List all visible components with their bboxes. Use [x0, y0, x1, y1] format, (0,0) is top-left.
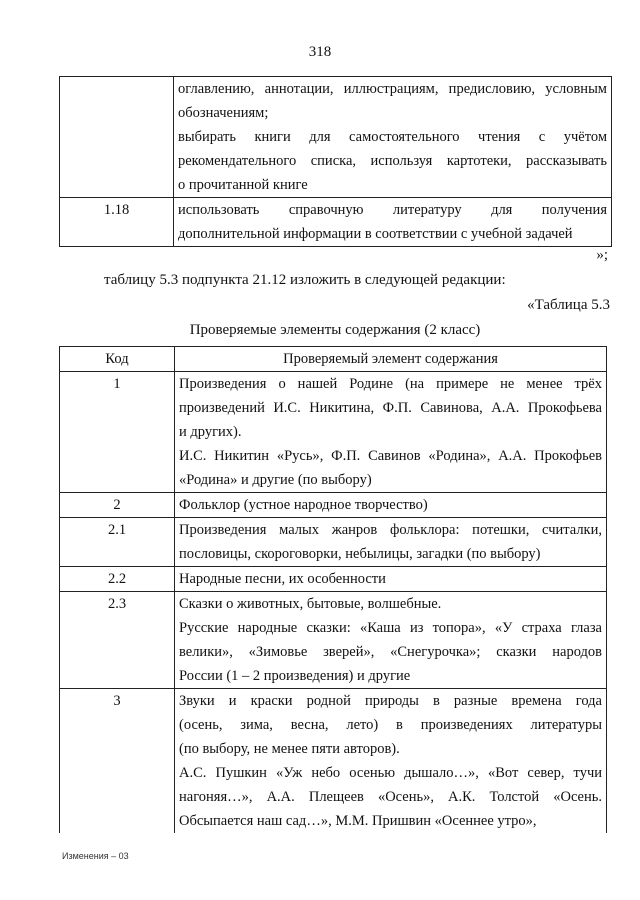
content-paragraph — [179, 616, 602, 688]
table-row — [60, 493, 607, 518]
content-paragraph — [179, 761, 602, 833]
content-paragraph — [179, 567, 602, 591]
content-elements-table — [59, 346, 607, 833]
closing-quote: »; — [596, 247, 608, 263]
row-code: 3 — [60, 689, 175, 834]
row-content — [175, 689, 607, 834]
text-line: велики», «Зимовье зверей», «Снегурочка»; сказки народов — [179, 644, 602, 660]
text-line: Сказки о животных, бытовые, волшебные. — [179, 596, 442, 612]
table-row — [60, 567, 607, 592]
text-line: Русские народные сказки: «Каша из топора», «У страха глаза — [179, 620, 602, 636]
text-line: Звуки и краски родной природы в разные времена года — [179, 693, 602, 709]
text-line: выбирать книги для самостоятельного чтения с учётом — [178, 129, 607, 145]
text-line: обозначениям; — [178, 105, 269, 121]
content-paragraph — [178, 77, 607, 125]
row-content — [175, 372, 607, 493]
table-title: Проверяемые элементы содержания (2 класс) — [189, 322, 481, 338]
table-header-row — [60, 347, 607, 372]
row-code: 1 — [60, 372, 175, 493]
row-code: 1.18 — [60, 198, 174, 247]
row-content — [175, 592, 607, 689]
text-line: (осень, зима, весна, лето) в произведениях литературы — [179, 717, 602, 733]
table-row — [60, 198, 612, 247]
text-line: И.С. Никитин «Русь», Ф.П. Савинов «Родина», А.А. Прокофьев — [179, 448, 602, 464]
text-line: нагоняя…», А.А. Плещеев «Осень», А.К. Толстой «Осень. — [179, 789, 602, 805]
content-paragraph — [179, 518, 602, 566]
text-line: Произведения малых жанров фольклора: потешки, считалки, — [179, 522, 602, 538]
content-paragraph — [179, 372, 602, 444]
text-line: дополнительной информации в соответствии с учебной задачей — [178, 226, 573, 242]
content-paragraph — [179, 493, 602, 517]
text-line: Обсыпается наш сад…», М.М. Пришвин «Осеннее утро», — [179, 813, 537, 829]
row-content — [174, 77, 612, 198]
text-line: (по выбору, не менее пяти авторов). — [179, 741, 400, 757]
row-content — [175, 567, 607, 592]
header-code: Код — [60, 347, 175, 372]
page-number: 318 — [308, 44, 332, 60]
text-line: оглавлению, аннотации, иллюстрациям, предисловию, условным — [178, 81, 607, 97]
previous-table-continuation — [59, 76, 612, 247]
text-line: рекомендательного списка, используя картотеки, рассказывать — [178, 153, 607, 169]
row-code: 2 — [60, 493, 175, 518]
text-line: и других). — [179, 424, 242, 440]
content-paragraph — [179, 689, 602, 761]
row-content — [175, 493, 607, 518]
row-code: 2.3 — [60, 592, 175, 689]
table-row — [60, 689, 607, 834]
row-code — [60, 77, 174, 198]
table-row — [60, 372, 607, 493]
text-line: использовать справочную литературу для получения — [178, 202, 607, 218]
row-content — [174, 198, 612, 247]
row-content — [175, 518, 607, 567]
table-row — [60, 77, 612, 198]
text-line: «Родина» и другие (по выбору) — [179, 472, 372, 488]
header-element: Проверяемый элемент содержания — [175, 347, 607, 372]
table-row — [60, 592, 607, 689]
content-paragraph — [179, 444, 602, 492]
amendment-instruction: таблицу 5.3 подпункта 21.12 изложить в следующей редакции: — [104, 272, 506, 288]
content-paragraph — [178, 198, 607, 246]
table-label: «Таблица 5.3 — [527, 297, 610, 313]
page-footer: Изменения – 03 — [62, 851, 129, 861]
text-line: о прочитанной книге — [178, 177, 308, 193]
text-line: России (1 – 2 произведения) и другие — [179, 668, 411, 684]
table-row — [60, 518, 607, 567]
row-code: 2.1 — [60, 518, 175, 567]
content-paragraph — [178, 125, 607, 197]
text-line: Произведения о нашей Родине (на примере не менее трёх — [179, 376, 602, 392]
row-code: 2.2 — [60, 567, 175, 592]
text-line: А.С. Пушкин «Уж небо осенью дышало…», «Вот север, тучи — [179, 765, 602, 781]
text-line: Фольклор (устное народное творчество) — [179, 497, 428, 513]
text-line: пословицы, скороговорки, небылицы, загадки (по выбору) — [179, 546, 541, 562]
text-line: Народные песни, их особенности — [179, 571, 386, 587]
text-line: произведений И.С. Никитина, Ф.П. Савинова, А.А. Прокофьева — [179, 400, 602, 416]
content-paragraph — [179, 592, 602, 616]
